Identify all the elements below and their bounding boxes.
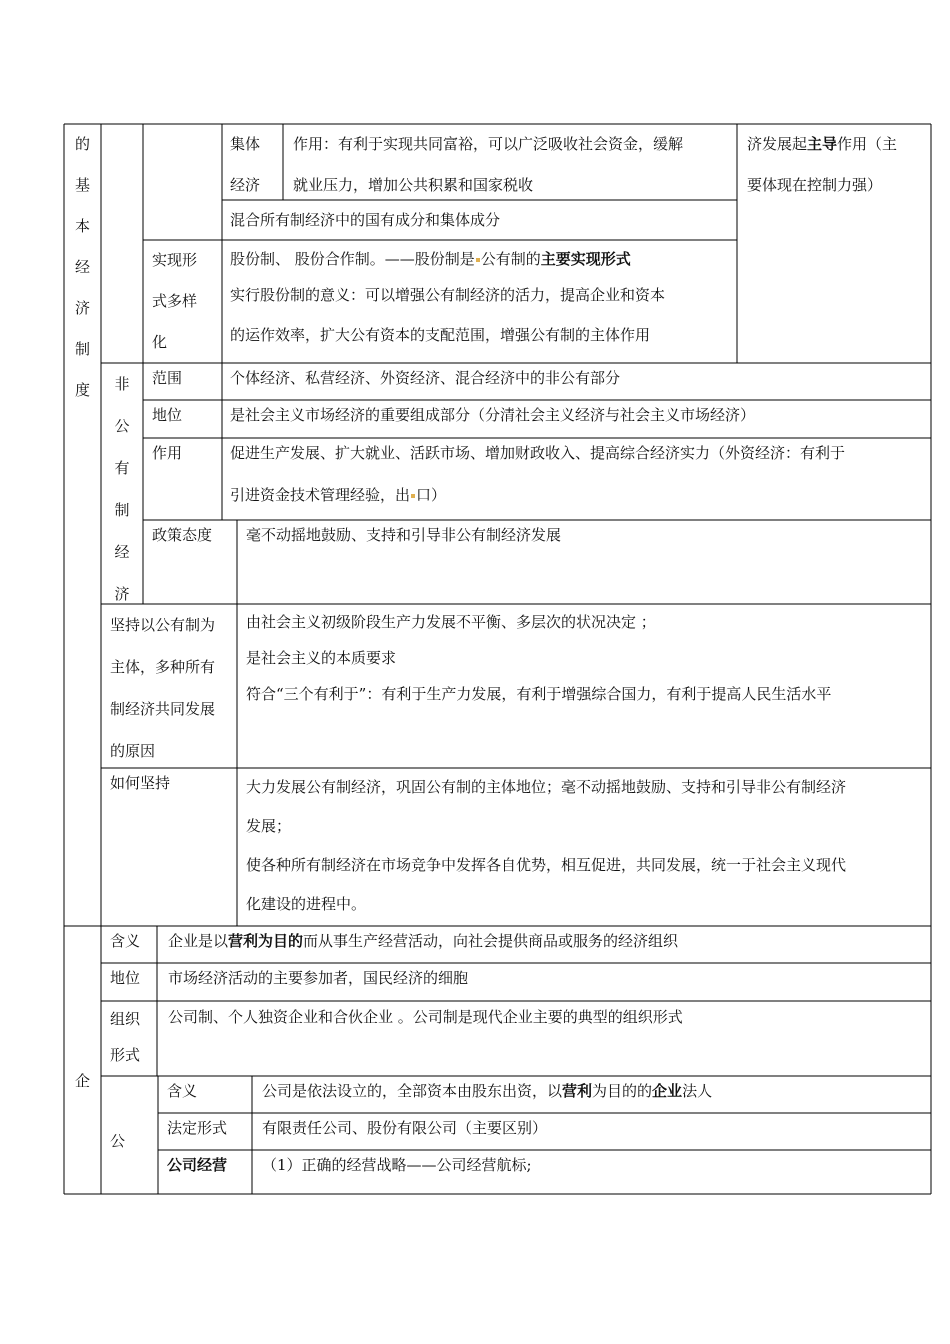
- enterprise-char: 企: [74, 1072, 90, 1090]
- text-line: 化建设的进程中。: [246, 895, 367, 913]
- char: 度: [74, 381, 90, 399]
- forms-label: [152, 240, 220, 363]
- c-ops-label: [167, 1150, 227, 1180]
- label-line: 实现形: [152, 251, 198, 269]
- mixed-economy: [230, 200, 730, 241]
- status-text: 是社会主义市场经济的重要组成部分（分清社会主义经济与社会主义市场经济）: [230, 406, 756, 424]
- collective-label: [230, 124, 280, 206]
- text: 为目的的: [592, 1082, 653, 1100]
- text-line: 促进生产发展、扩大就业、活跃市场、增加财政收入、提高综合经济实力（外资经济：有利于: [230, 444, 846, 462]
- char: 本: [74, 217, 90, 235]
- label-line: 式多样: [152, 292, 198, 310]
- reason-text: [246, 604, 928, 712]
- label-line: 的原因: [110, 742, 156, 760]
- non-public-label: [101, 363, 143, 615]
- char: 制: [114, 501, 130, 519]
- text-line: 大力发展公有制经济，巩固公有制的主体地位；毫不动摇地鼓励、支持和引导非公有制经济: [246, 778, 847, 796]
- text-line: 就业压力，增加公共积累和国家税收: [293, 176, 534, 194]
- label-line: 集体: [230, 135, 261, 153]
- label-line: 制经济共同发展: [110, 700, 216, 718]
- highlight-mark: [411, 494, 415, 498]
- right-note-line2: 要体现在控制力强）: [747, 176, 883, 194]
- label-line: 经济: [230, 176, 261, 194]
- char: 有: [114, 459, 130, 477]
- forms-line1: [230, 240, 735, 279]
- policy-label: 政策态度: [152, 526, 213, 544]
- ent-meaning-label: 含义: [110, 932, 141, 950]
- how-label: 如何坚持: [110, 774, 171, 792]
- right-note: [747, 124, 927, 206]
- highlight-mark: [476, 258, 480, 262]
- bold-text: 营利: [562, 1082, 593, 1100]
- text-line: 作用：有利于实现共同富裕，可以广泛吸收社会资金，缓解: [293, 135, 684, 153]
- text-line: 发展；: [246, 817, 292, 835]
- text-line: [230, 480, 928, 510]
- text: 公司是依法设立的，全部资本由股东出资，以: [262, 1082, 563, 1100]
- ent-meaning-text: [168, 926, 678, 956]
- reason-label: [110, 604, 236, 772]
- how-text: [246, 768, 928, 924]
- forms-content: [230, 240, 735, 359]
- policy-text: 毫不动摇地鼓励、支持和引导非公有制经济发展: [246, 526, 562, 544]
- char: 济: [114, 585, 130, 603]
- text: 济发展起: [747, 135, 808, 153]
- bold-text: 公司经营: [167, 1156, 228, 1174]
- ent-status-label: 地位: [110, 969, 141, 987]
- char: 制: [74, 340, 90, 358]
- text: 股份制、 股份合作制。——股份制是: [230, 250, 475, 268]
- c-legal-text: 有限责任公司、股份有限公司（主要区别）: [262, 1119, 548, 1137]
- label-line: 坚持以公有制为: [110, 616, 216, 634]
- text: 引进资金技术管理经验，出: [230, 486, 411, 504]
- bold-text: 主导: [807, 135, 838, 153]
- text-line: 由社会主义初级阶段生产力发展不平衡、多层次的状况决定 ；: [246, 613, 656, 631]
- c-meaning-text: [262, 1076, 712, 1106]
- c-meaning-label: 含义: [167, 1082, 198, 1100]
- char: 的: [74, 135, 90, 153]
- text-line: 是社会主义的本质要求: [246, 649, 397, 667]
- label-line: 主体，多种所有: [110, 658, 216, 676]
- char: 经: [114, 543, 130, 561]
- text: 法人: [682, 1082, 713, 1100]
- right-note-line1: [747, 124, 927, 165]
- char: 基: [74, 176, 90, 194]
- forms-line2: 实行股份制的意义：可以增强公有制经济的活力，提高企业和资本: [230, 286, 666, 304]
- forms-line3: 的运作效率，扩大公有资本的支配范围，增强公有制的主体作用: [230, 326, 651, 344]
- ent-org-label: [110, 1001, 140, 1073]
- effect-label: 作用: [152, 444, 183, 462]
- label-line: 组织: [110, 1010, 141, 1028]
- ent-org-text: 公司制、个人独资企业和合伙企业 。公司制是现代企业主要的典型的组织形式: [168, 1008, 683, 1026]
- bold-text: 主要实现形式: [540, 250, 631, 268]
- label-line: 化: [152, 333, 168, 351]
- c-ops-text: （1）正确的经营战略——公司经营航标;: [262, 1156, 532, 1174]
- text-line: 符合“三个有利于”：有利于生产力发展，有利于增强综合国力，有利于提高人民生活水平: [246, 685, 832, 703]
- text-line: 使各种所有制经济在市场竞争中发挥各自优势，相互促进，共同发展，统一于社会主义现代: [246, 856, 847, 874]
- c-legal-label: 法定形式: [167, 1119, 228, 1137]
- char: 公: [114, 417, 130, 435]
- ent-status-text: 市场经济活动的主要参加者，国民经济的细胞: [168, 969, 469, 987]
- text: 企业是以: [168, 932, 229, 950]
- effect-text: [230, 438, 928, 510]
- scope-label: 范围: [152, 369, 183, 387]
- text: 公有制的: [480, 250, 541, 268]
- label-line: 形式: [110, 1046, 141, 1064]
- char: 济: [74, 299, 90, 317]
- char: 经: [74, 258, 90, 276]
- bold-text: 企业: [652, 1082, 683, 1100]
- scope-text: 个体经济、私营经济、外资经济、混合经济中的非公有部分: [230, 369, 621, 387]
- bold-text: 营利为目的: [228, 932, 304, 950]
- collective-effect: [293, 124, 733, 206]
- text: 而从事生产经营活动，向社会提供商品或服务的经济组织: [303, 932, 679, 950]
- text-line: 混合所有制经济中的国有成分和集体成分: [230, 211, 501, 229]
- text: 作用（主: [837, 135, 898, 153]
- left-col-top: [64, 124, 101, 411]
- char: 非: [114, 375, 130, 393]
- status-label: 地位: [152, 406, 183, 424]
- text: 口）: [416, 486, 447, 504]
- company-char: 公: [110, 1132, 126, 1150]
